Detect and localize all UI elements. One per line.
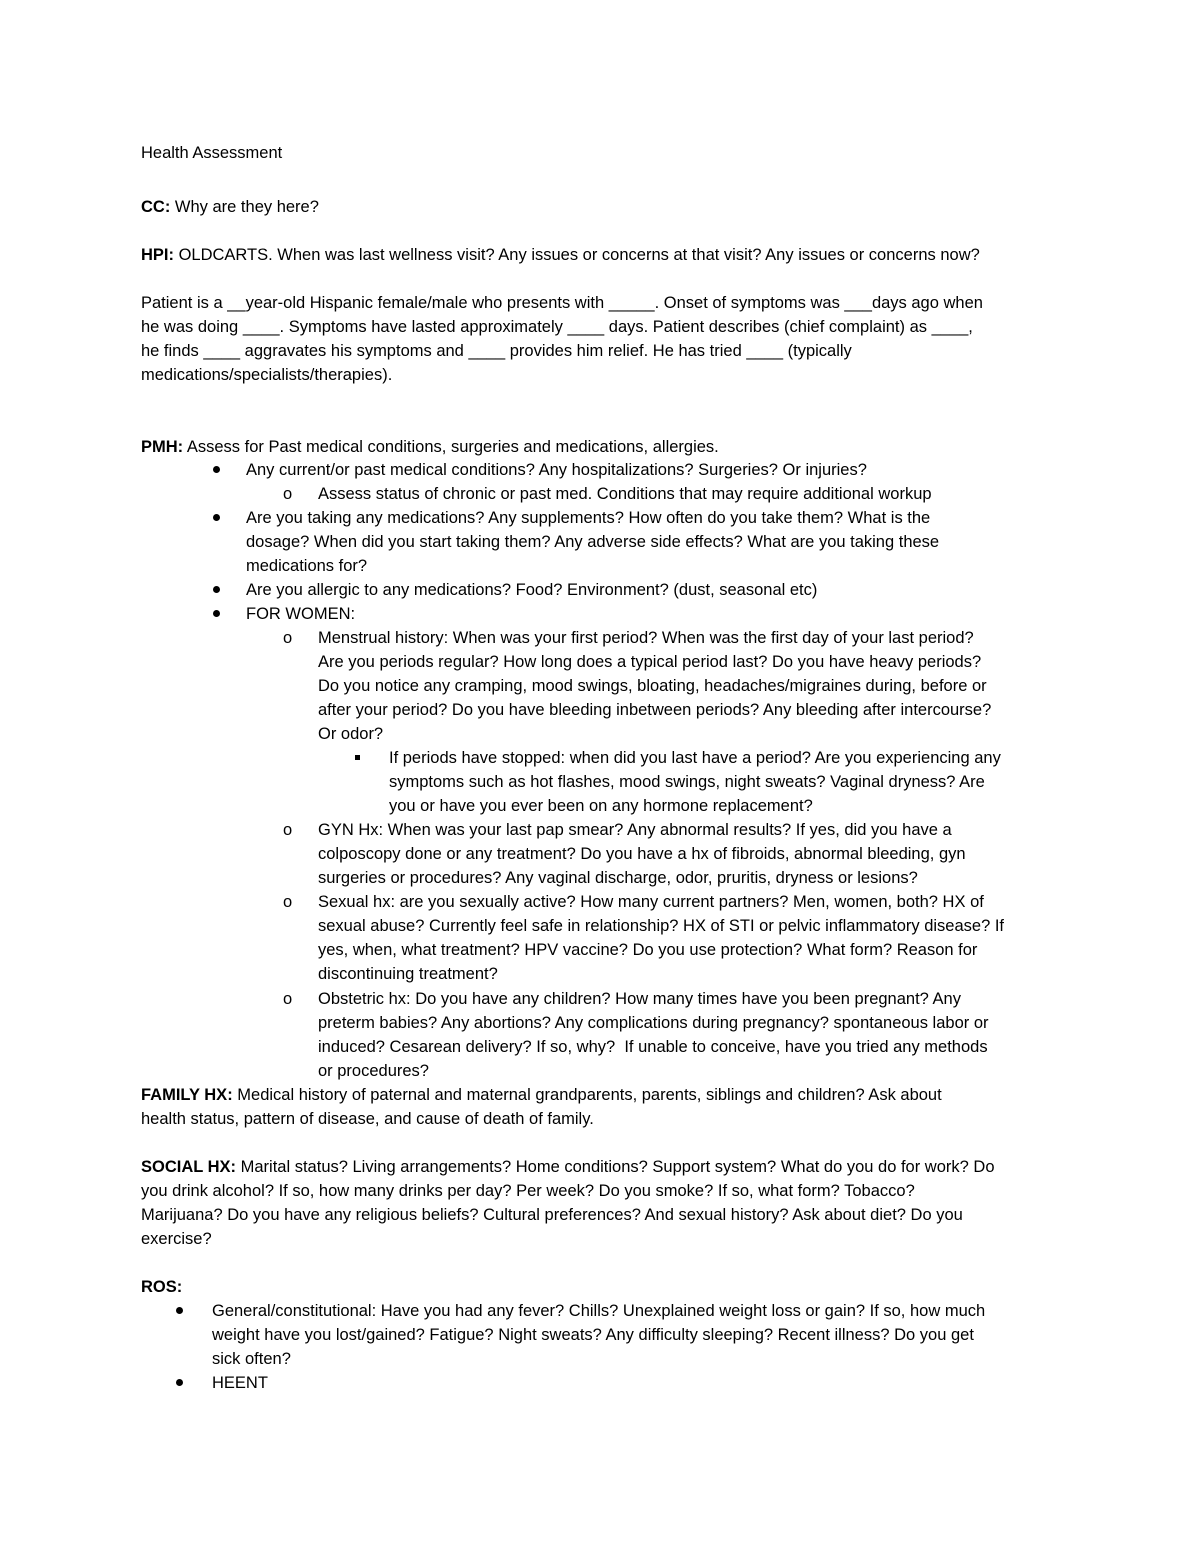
menstrual-line: after your period? Do you have bleeding inbetween periods? Any bleeding after intercourse? [318, 701, 992, 719]
sexual-line: sexual abuse? Currently feel safe in relationship? HX of STI or pelvic inflammatory disease? If [318, 917, 1004, 935]
sub-bullet-o-icon: o [283, 893, 293, 911]
pmh-bullet-2-line: dosage? When did you start taking them? Any adverse side effects? What are you taking these [246, 533, 940, 551]
cc-text: Why are they here? [170, 198, 319, 216]
bullet-icon [213, 610, 220, 617]
obstetric-line: Obstetric hx: Do you have any children? How many times have you been pregnant? Any [318, 990, 961, 1008]
bullet-icon [176, 1307, 183, 1314]
social-hx-line [141, 1155, 995, 1179]
bullet-icon [213, 466, 220, 473]
ros-heent: HEENT [212, 1374, 268, 1392]
gyn-line: surgeries or procedures? Any vaginal discharge, odor, pruritis, dryness or lesions? [318, 869, 918, 887]
bullet-icon [176, 1379, 183, 1386]
pmh-label: PMH: [141, 438, 184, 456]
gyn-line: colposcopy done or any treatment? Do you have a hx of fibroids, abnormal bleeding, gyn [318, 845, 966, 863]
obstetric-line: induced? Cesarean delivery? If so, why? If unable to conceive, have you tried any methods [318, 1038, 988, 1056]
sexual-line: Sexual hx: are you sexually active? How many current partners? Men, women, both? HX of [318, 893, 984, 911]
gyn-line: GYN Hx: When was your last pap smear? Any abnormal results? If yes, did you have a [318, 821, 952, 839]
social-hx-text: Marital status? Living arrangements? Home conditions? Support system? What do you do for work? Do [236, 1158, 995, 1176]
sexual-line: yes, when, what treatment? HPV vaccine? Do you use protection? What form? Reason for [318, 941, 978, 959]
document-title: Health Assessment [141, 144, 283, 162]
bullet-icon [213, 514, 220, 521]
social-hx-line: Marijuana? Do you have any religious beliefs? Cultural preferences? And sexual history? Ask about diet? Do you [141, 1206, 963, 1224]
pmh-bullet-2-line: Are you taking any medications? Any supplements? How often do you take them? What is the [246, 509, 931, 527]
obstetric-line: preterm babies? Any abortions? Any complications during pregnancy? spontaneous labor or [318, 1014, 989, 1032]
bullet-icon [213, 586, 220, 593]
pmh-bullet-2-line: medications for? [246, 557, 368, 575]
pmh-text: Assess for Past medical conditions, surgeries and medications, allergies. [183, 438, 719, 456]
cc-line [141, 195, 319, 219]
hpi-paragraph-line: he was doing ____. Symptoms have lasted approximately ____ days. Patient describes (chief complaint) as ____, [141, 318, 973, 336]
menstrual-line: Or odor? [318, 725, 384, 743]
social-hx-line: you drink alcohol? If so, how many drinks per day? Per week? Do you smoke? If so, what form? Tobacco? [141, 1182, 915, 1200]
social-hx-line: exercise? [141, 1230, 212, 1248]
family-hx-line-2: health status, pattern of disease, and cause of death of family. [141, 1110, 594, 1128]
sub-bullet-o-icon: o [283, 629, 293, 647]
stopped-line: symptoms such as hot flashes, mood swings, night sweats? Vaginal dryness? Are [389, 773, 985, 791]
hpi-paragraph-line: he finds ____ aggravates his symptoms and ____ provides him relief. He has tried ____ (typically [141, 342, 852, 360]
ros-general-line: sick often? [212, 1350, 291, 1368]
stopped-line: If periods have stopped: when did you last have a period? Are you experiencing any [389, 749, 1001, 767]
family-hx-label: FAMILY HX: [141, 1086, 233, 1104]
square-bullet-icon [355, 755, 360, 760]
pmh-bullet-3: Are you allergic to any medications? Food? Environment? (dust, seasonal etc) [246, 581, 818, 599]
ros-heading [141, 1275, 182, 1299]
hpi-paragraph-line: Patient is a __year-old Hispanic female/male who presents with _____. Onset of symptoms was ___days ago when [141, 294, 983, 312]
hpi-line [141, 243, 980, 267]
hpi-text: OLDCARTS. When was last wellness visit? Any issues or concerns at that visit? Any issues or concerns now? [174, 246, 980, 264]
sub-bullet-o-icon: o [283, 821, 293, 839]
pmh-bullet-4: FOR WOMEN: [246, 605, 356, 623]
ros-general-line: weight have you lost/gained? Fatigue? Night sweats? Any difficulty sleeping? Recent illness? Do you get [212, 1326, 974, 1344]
menstrual-line: Are you periods regular? How long does a typical period last? Do you have heavy periods? [318, 653, 982, 671]
stopped-line: you or have you ever been on any hormone replacement? [389, 797, 813, 815]
hpi-label: HPI: [141, 246, 174, 264]
family-hx-text: Medical history of paternal and maternal grandparents, parents, siblings and children? Ask about [232, 1086, 942, 1104]
sub-bullet-o-icon: o [283, 485, 293, 503]
obstetric-line: or procedures? [318, 1062, 429, 1080]
social-hx-label: SOCIAL HX: [141, 1158, 237, 1176]
ros-label: ROS: [141, 1278, 183, 1296]
pmh-bullet-1-sub: Assess status of chronic or past med. Conditions that may require additional workup [318, 485, 932, 503]
hpi-paragraph-line: medications/specialists/therapies). [141, 366, 393, 384]
sexual-line: discontinuing treatment? [318, 965, 498, 983]
family-hx-line [141, 1083, 942, 1107]
pmh-line [141, 435, 719, 459]
menstrual-line: Do you notice any cramping, mood swings, bloating, headaches/migraines during, before or [318, 677, 987, 695]
menstrual-line: Menstrual history: When was your first period? When was the first day of your last period? [318, 629, 974, 647]
pmh-bullet-1: Any current/or past medical conditions? Any hospitalizations? Surgeries? Or injuries? [246, 461, 867, 479]
sub-bullet-o-icon: o [283, 990, 293, 1008]
cc-label: CC: [141, 198, 171, 216]
ros-general-line: General/constitutional: Have you had any fever? Chills? Unexplained weight loss or gain? If so, how much [212, 1302, 986, 1320]
